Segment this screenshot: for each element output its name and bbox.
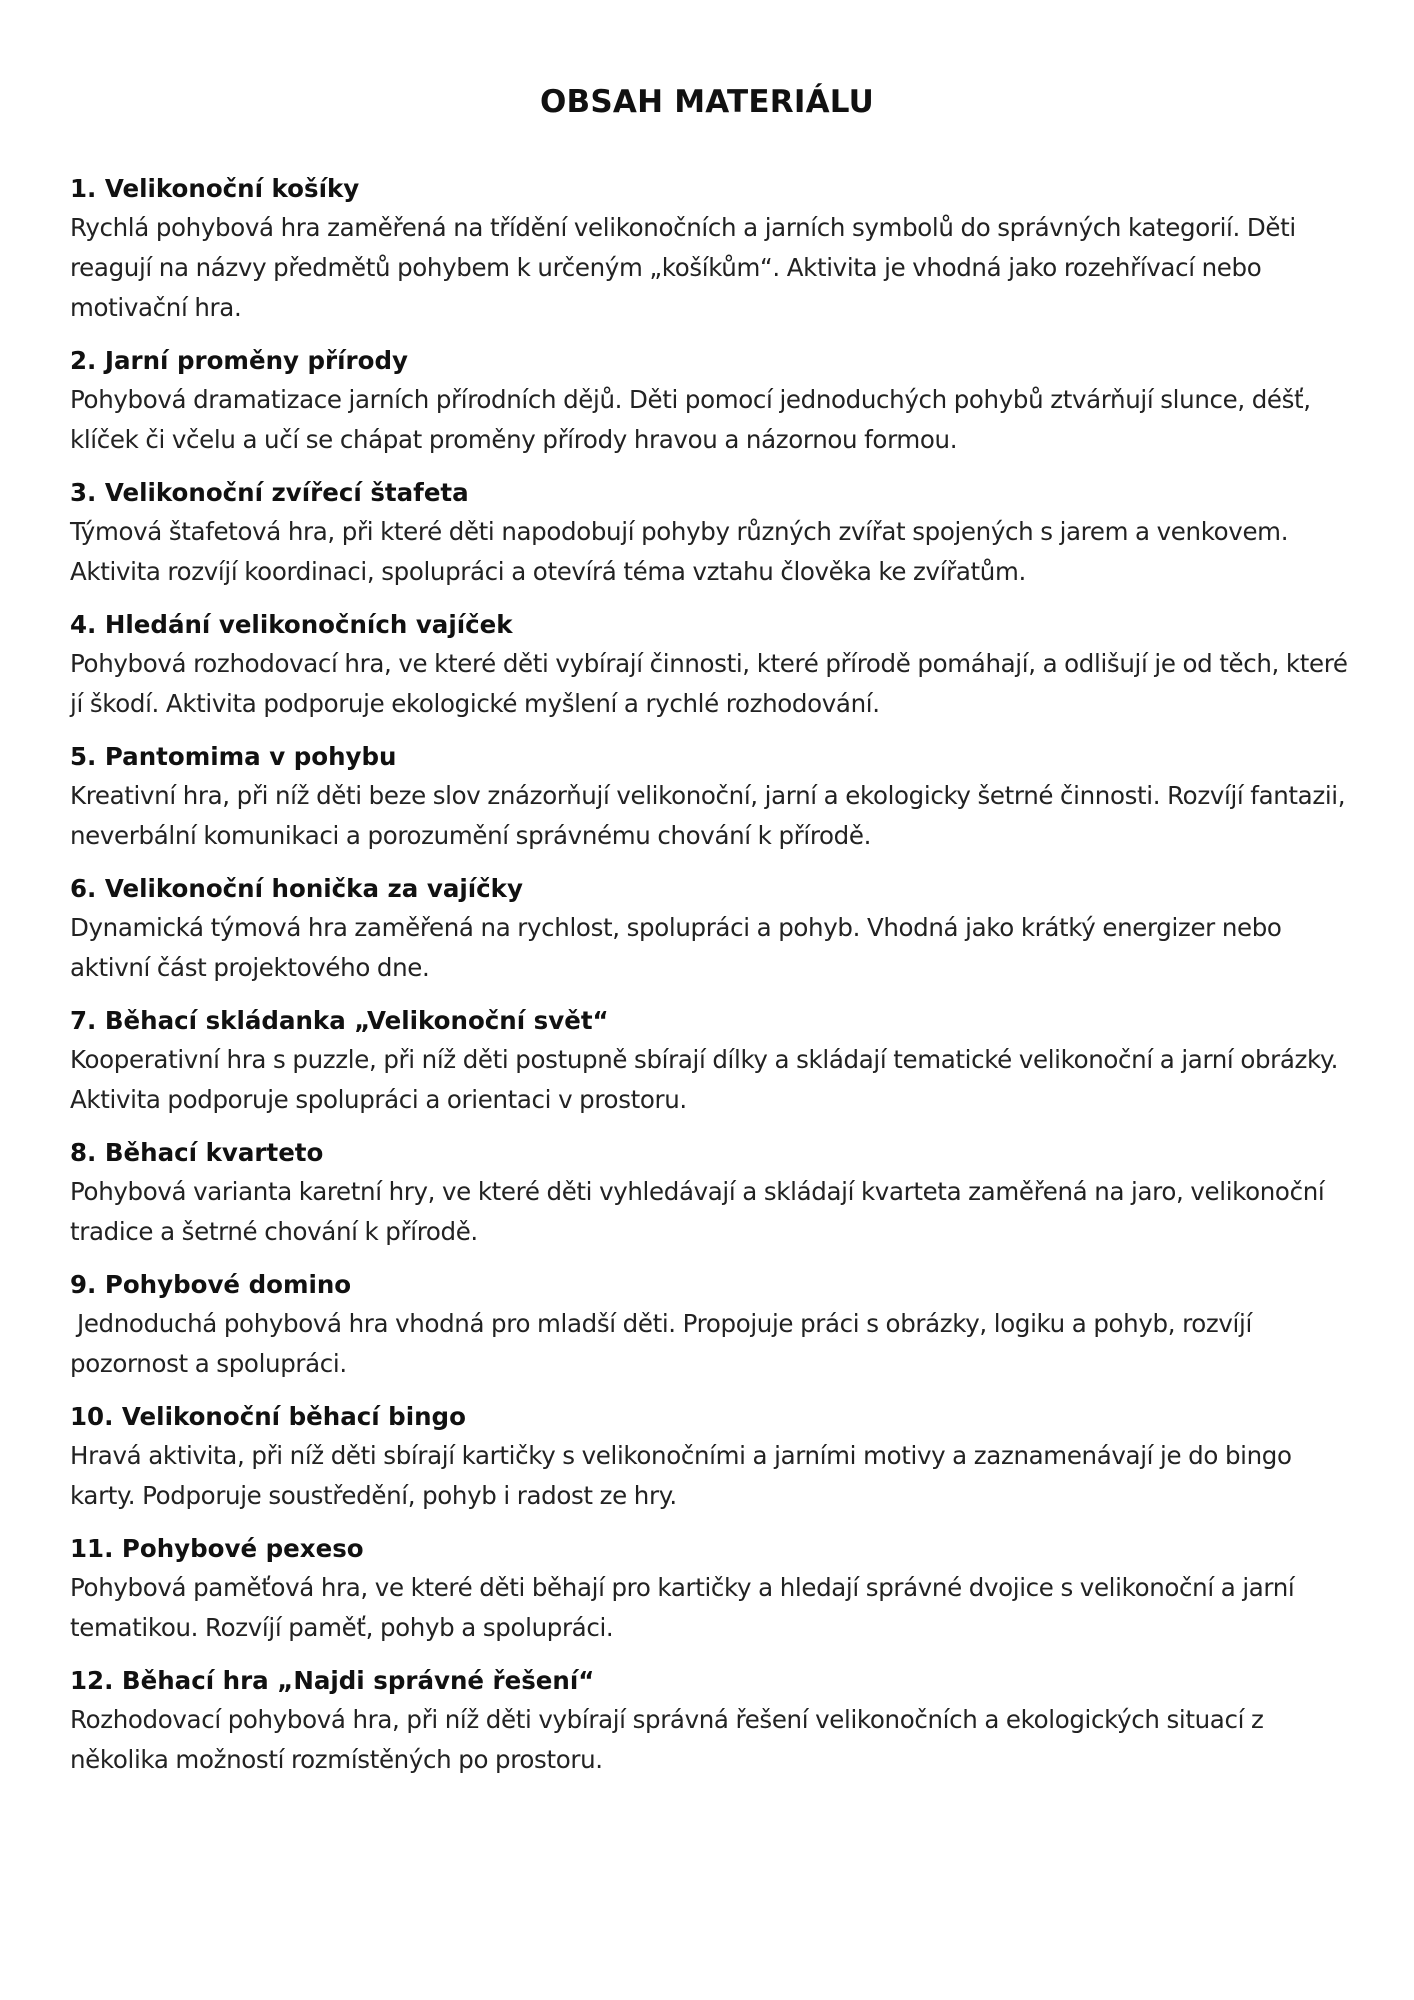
page-title: OBSAH MATERIÁLU (539, 84, 874, 120)
item-description: Týmová štafetová hra, při které děti napodobují pohyby různých zvířat spojených s jarem a venkovem. Aktivita rozvíjí koordinaci, spolupráci a otevírá téma vztahu člověka ke zvířatům. (70, 517, 1296, 586)
contents-item (70, 738, 1360, 856)
item-description: Hravá aktivita, při níž děti sbírají kartičky s velikonočními a jarními motivy a zaznamenávají je do bingo karty. Podporuje soustředění, pohyb i radost ze hry. (70, 1441, 1299, 1510)
contents-item (70, 170, 1360, 328)
item-description: Pohybová varianta karetní hry, ve které děti vyhledávají a skládají kvarteta zaměřená na jaro, velikonoční tradice a šetrné chování k přírodě. (70, 1177, 1332, 1246)
item-heading: 6. Velikonoční honička za vajíčky (70, 874, 523, 903)
contents-item (70, 606, 1360, 724)
item-description: Rozhodovací pohybová hra, při níž děti vybírají správná řešení velikonočních a ekologických situací z několika možností rozmístěných po prostoru. (70, 1705, 1271, 1774)
item-heading: 2. Jarní proměny přírody (70, 346, 408, 375)
item-heading: 3. Velikonoční zvířecí štafeta (70, 478, 469, 507)
item-description: Jednoduchá pohybová hra vhodná pro mladší děti. Propojuje práci s obrázky, logiku a pohyb, rozvíjí pozornost a spolupráci. (70, 1309, 1259, 1378)
item-description: Pohybová rozhodovací hra, ve které děti vybírají činnosti, které přírodě pomáhají, a odlišují je od těch, které jí škodí. Aktivita podporuje ekologické myšlení a rychlé rozhodování. (70, 649, 1355, 718)
item-description: Pohybová dramatizace jarních přírodních dějů. Děti pomocí jednoduchých pohybů ztvárňují slunce, déšť, klíček či včelu a učí se chápat proměny přírody hravou a názornou formou. (70, 385, 1318, 454)
item-heading: 12. Běhací hra „Najdi správné řešení“ (70, 1666, 595, 1695)
contents-list (70, 170, 1360, 1794)
item-description: Dynamická týmová hra zaměřená na rychlost, spolupráci a pohyb. Vhodná jako krátký energizer nebo aktivní část projektového dne. (70, 913, 1289, 982)
item-heading: 1. Velikonoční košíky (70, 174, 360, 203)
item-heading: 9. Pohybové domino (70, 1270, 352, 1299)
item-heading: 8. Běhací kvarteto (70, 1138, 324, 1167)
contents-item (70, 474, 1360, 592)
item-heading: 5. Pantomima v pohybu (70, 742, 397, 771)
contents-item (70, 1266, 1360, 1384)
item-description: Kreativní hra, při níž děti beze slov znázorňují velikonoční, jarní a ekologicky šetrné činnosti. Rozvíjí fantazii, neverbální komunikaci a porozumění správnému chování k přírodě. (70, 781, 1353, 850)
item-heading: 10. Velikonoční běhací bingo (70, 1402, 466, 1431)
contents-item (70, 1002, 1360, 1120)
contents-item (70, 1530, 1360, 1648)
contents-item (70, 1662, 1360, 1780)
item-description: Kooperativní hra s puzzle, při níž děti postupně sbírají dílky a skládají tematické velikonoční a jarní obrázky. Aktivita podporuje spolupráci a orientaci v prostoru. (70, 1045, 1346, 1114)
contents-item (70, 342, 1360, 460)
item-heading: 11. Pohybové pexeso (70, 1534, 364, 1563)
item-description: Pohybová paměťová hra, ve které děti běhají pro kartičky a hledají správné dvojice s velikonoční a jarní tematikou. Rozvíjí paměť, pohyb a spolupráci. (70, 1573, 1302, 1642)
contents-item (70, 870, 1360, 988)
item-heading: 4. Hledání velikonočních vajíček (70, 610, 513, 639)
item-heading: 7. Běhací skládanka „Velikonoční svět“ (70, 1006, 609, 1035)
contents-item (70, 1134, 1360, 1252)
contents-item (70, 1398, 1360, 1516)
item-description: Rychlá pohybová hra zaměřená na třídění velikonočních a jarních symbolů do správných kategorií. Děti reagují na názvy předmětů pohybem k určeným „košíkům“. Aktivita je vhodná jako rozehřívací nebo motivační hra. (70, 213, 1303, 322)
